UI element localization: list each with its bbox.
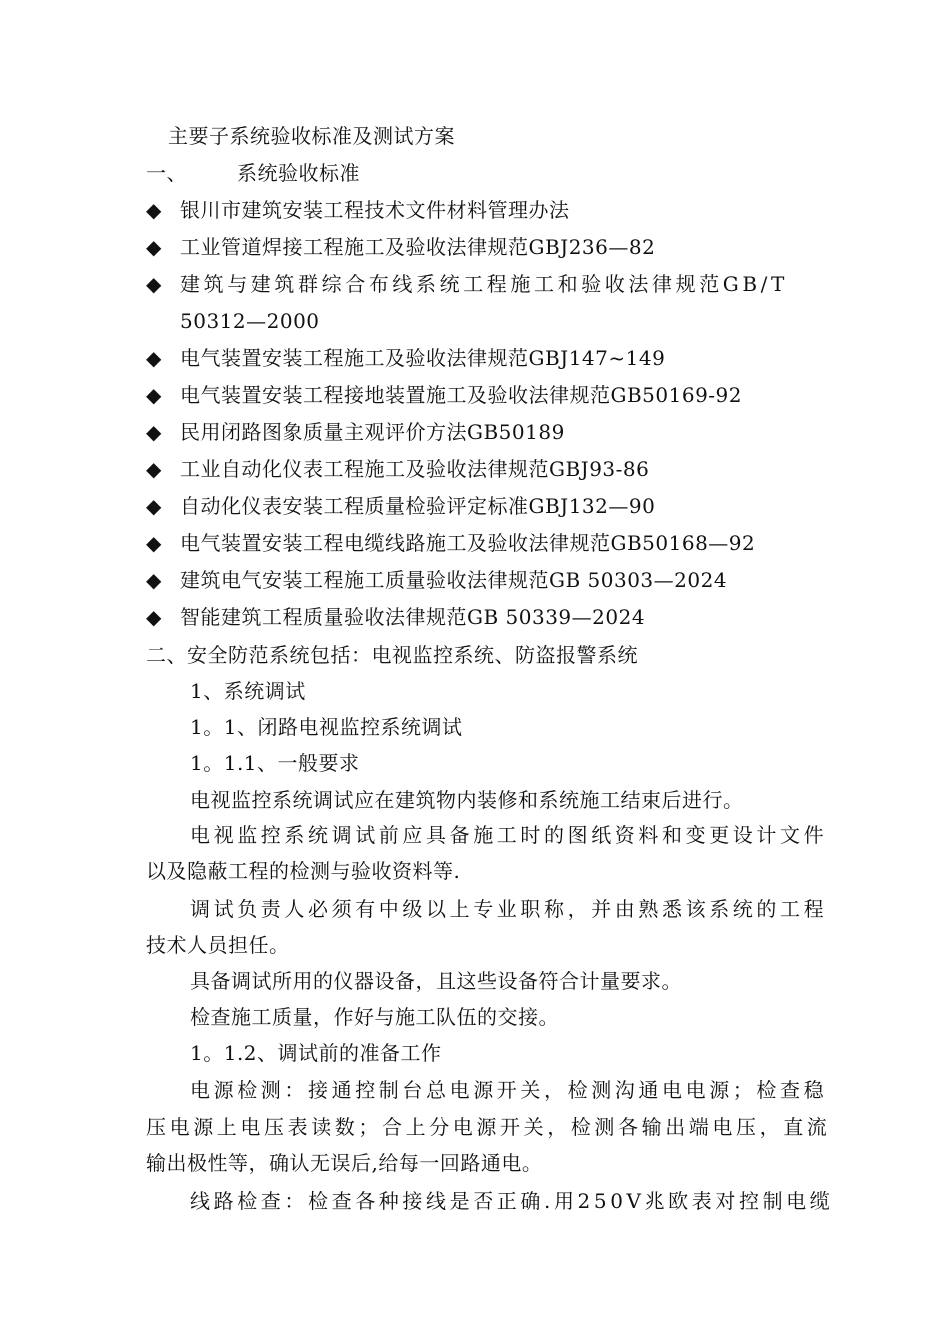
list-item bbox=[146, 530, 755, 556]
paragraph-line: 电源检测：接通控制台总电源开关，检测沟通电电源；检查稳 bbox=[190, 1078, 828, 1102]
list-item-text: 电气装置安装工程施工及验收法律规范GBJ147~149 bbox=[180, 346, 666, 370]
list-item bbox=[146, 493, 655, 519]
subheading-system-debug: 1、系统调试 bbox=[190, 679, 306, 703]
diamond-bullet-icon: ◆ bbox=[146, 198, 162, 222]
list-item-text: 建筑电气安装工程施工质量验收法律规范GB 50303—2024 bbox=[180, 568, 728, 592]
diamond-bullet-icon: ◆ bbox=[146, 235, 162, 259]
list-item bbox=[146, 604, 645, 630]
subheading-preparation: 1。1.2、调试前的准备工作 bbox=[190, 1041, 442, 1065]
diamond-bullet-icon: ◆ bbox=[146, 383, 162, 407]
list-item-text: 工业管道焊接工程施工及验收法律规范GBJ236—82 bbox=[180, 235, 656, 259]
section-1-number: 一、 bbox=[146, 161, 187, 185]
diamond-bullet-icon: ◆ bbox=[146, 568, 162, 592]
diamond-bullet-icon: ◆ bbox=[146, 605, 162, 629]
section-1-heading bbox=[146, 160, 360, 186]
list-item-text: 电气装置安装工程接地装置施工及验收法律规范GB50169-92 bbox=[180, 383, 743, 407]
section-2-heading: 二、安全防范系统包括：电视监控系统、防盗报警系统 bbox=[146, 643, 638, 667]
paragraph-line: 调试负责人必须有中级以上专业职称，并由熟悉该系统的工程 bbox=[190, 897, 828, 921]
paragraph-line: 电视监控系统调试前应具备施工时的图纸资料和变更设计文件 bbox=[190, 823, 828, 847]
paragraph-line: 技术人员担任。 bbox=[146, 933, 290, 957]
diamond-bullet-icon: ◆ bbox=[146, 272, 165, 296]
document-title: 主要子系统验收标准及测试方案 bbox=[168, 124, 455, 148]
list-item-text: 民用闭路图象质量主观评价方法GB50189 bbox=[180, 420, 565, 444]
diamond-bullet-icon: ◆ bbox=[146, 494, 162, 518]
section-1-title: 系统验收标准 bbox=[237, 161, 360, 185]
list-item bbox=[146, 345, 665, 371]
list-item-text: 建筑与建筑群综合布线系统工程施工和验收法律规范GB/T bbox=[180, 272, 788, 296]
subheading-cctv-debug: 1。1、闭路电视监控系统调试 bbox=[190, 715, 463, 739]
paragraph-line: 压电源上电压表读数；合上分电源开关，检测各输出端电压，直流 bbox=[146, 1115, 831, 1139]
paragraph-line: 输出极性等，确认无误后,给每一回路通电。 bbox=[146, 1151, 543, 1175]
list-item bbox=[146, 197, 570, 223]
paragraph-line: 电视监控系统调试应在建筑物内装修和系统施工结束后进行。 bbox=[190, 788, 744, 812]
diamond-bullet-icon: ◆ bbox=[146, 457, 162, 481]
paragraph-line: 具备调试所用的仪器设备，且这些设备符合计量要求。 bbox=[190, 969, 682, 993]
paragraph-line: 检查施工质量，作好与施工队伍的交接。 bbox=[190, 1005, 559, 1029]
list-item bbox=[146, 419, 565, 445]
subheading-general-requirements: 1。1.1、一般要求 bbox=[190, 751, 360, 775]
list-item-text: 工业自动化仪表工程施工及验收法律规范GBJ93-86 bbox=[180, 457, 650, 481]
list-item-text: 智能建筑工程质量验收法律规范GB 50339—2024 bbox=[180, 605, 646, 629]
list-item bbox=[146, 456, 649, 482]
diamond-bullet-icon: ◆ bbox=[146, 531, 162, 555]
list-item-text: 电气装置安装工程电缆线路施工及验收法律规范GB50168—92 bbox=[180, 531, 756, 555]
list-item-text: 银川市建筑安装工程技术文件材料管理办法 bbox=[180, 198, 570, 222]
diamond-bullet-icon: ◆ bbox=[146, 420, 162, 444]
list-item-text: 自动化仪表安装工程质量检验评定标准GBJ132—90 bbox=[180, 494, 656, 518]
list-item bbox=[146, 382, 742, 408]
diamond-bullet-icon: ◆ bbox=[146, 346, 162, 370]
list-item-continuation: 50312—2000 bbox=[180, 309, 320, 333]
paragraph-line: 以及隐蔽工程的检测与验收资料等. bbox=[146, 859, 461, 883]
list-item bbox=[146, 271, 788, 297]
paragraph-line: 线路检查：检查各种接线是否正确.用250V兆欧表对控制电缆 bbox=[190, 1189, 834, 1213]
list-item bbox=[146, 567, 727, 593]
list-item bbox=[146, 234, 655, 260]
